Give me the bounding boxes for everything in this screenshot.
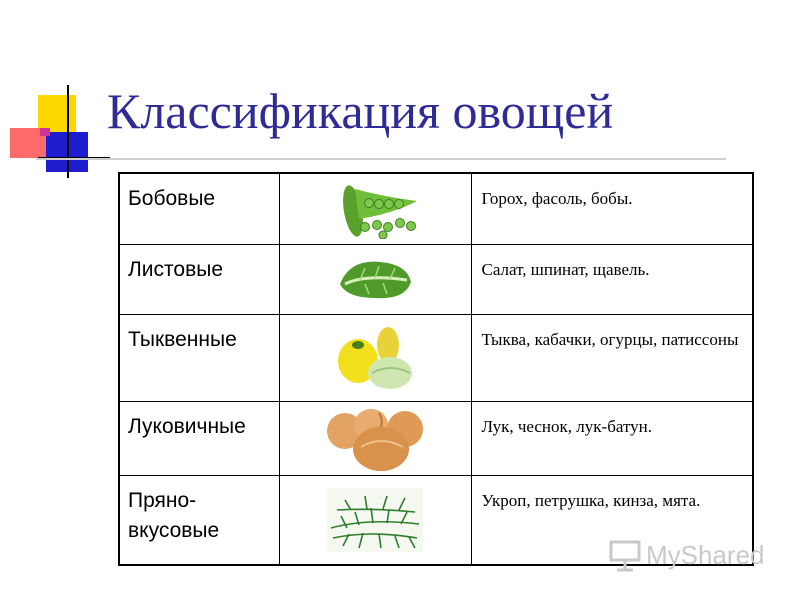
page-title: Классификация овощей [107,83,614,139]
watermark-text: MyShared [646,539,765,570]
corner-decoration [0,0,120,190]
table-row [119,314,753,401]
category-name: Тыквенные [119,314,279,401]
category-examples: Лук, чеснок, лук-батун. [471,401,753,475]
category-examples: Горох, фасоль, бобы. [471,173,753,244]
category-examples: Салат, шпинат, щавель. [471,244,753,314]
peas-image [279,173,471,244]
category-examples: Тыква, кабачки, огурцы, патиссоны [471,314,753,401]
table-row [119,173,753,244]
category-name: Пряно-вкусовые [119,475,279,565]
category-examples: Укроп, петрушка, кинза, мята. [471,475,753,565]
category-name: Листовые [119,244,279,314]
table-row [119,401,753,475]
lettuce-image [279,244,471,314]
category-name: Луковичные [119,401,279,475]
watermark [608,538,765,572]
title-divider [36,158,726,160]
vegetable-table [118,172,754,566]
category-name: Бобовые [119,173,279,244]
onion-image [279,401,471,475]
squash-image [279,314,471,401]
table-row [119,244,753,314]
dill-image [279,475,471,565]
presentation-icon [608,538,642,572]
